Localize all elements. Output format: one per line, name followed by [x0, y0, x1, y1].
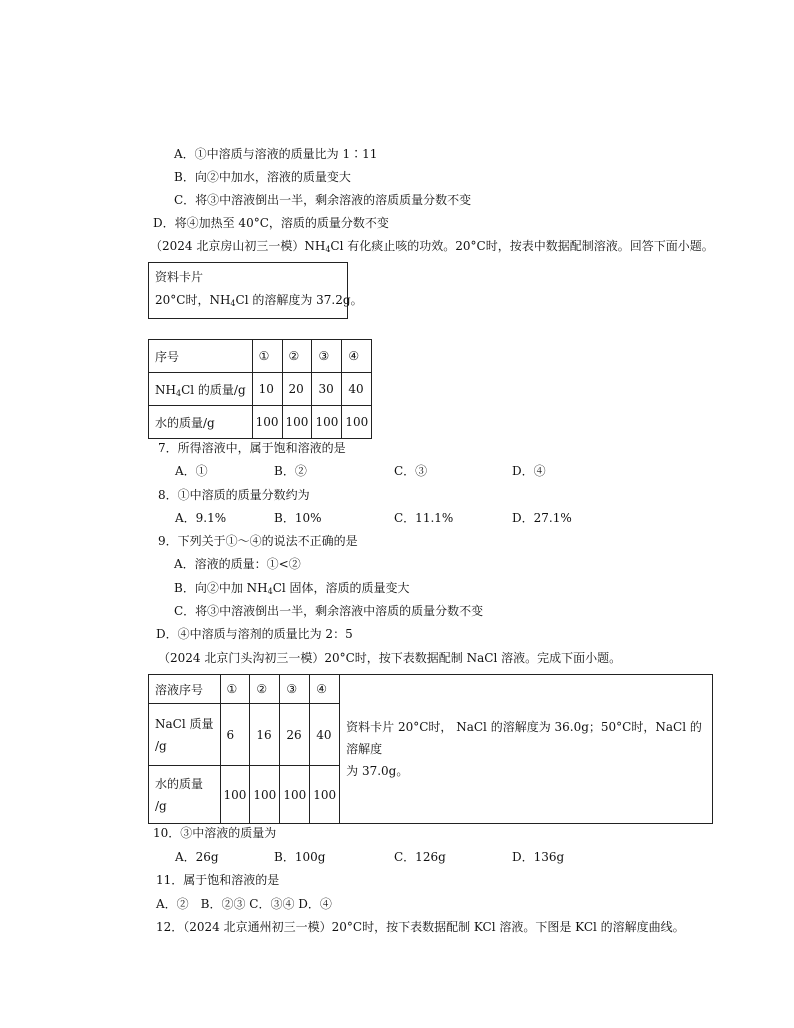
card-text: 20°C时，$NH_4Cl$ 的溶解度为 37.2g。 [155, 293, 363, 308]
table-row-label: $NH_4Cl$ 的质量/g [149, 373, 253, 406]
table-cell: ① [252, 340, 282, 373]
q10-option-d: D．136g [512, 850, 565, 864]
question-12-stem: 12．（2024 北京通州初三一模）20°C时，按下表数据配制 KCl 溶液。下图是 KCl 的溶解度曲线。 [156, 920, 685, 934]
q10-option-a: A．26g [175, 850, 219, 864]
table-row-label: 水的质量/g [149, 406, 253, 439]
table-cell: 100 [310, 766, 340, 824]
intro-fangshan: （2024 北京房山初三一模）$NH_4Cl$ 有化痰止咳的功效。20°C时，按表中数据配制溶液。回答下面小题。 [150, 239, 714, 254]
question-8-stem: 8．①中溶质的质量分数约为 [158, 488, 310, 502]
table-cell: 100 [252, 406, 282, 439]
q7-option-c: C．③ [394, 464, 428, 478]
q8-option-a: A．9.1% [175, 511, 227, 525]
table-cell: 16 [250, 704, 280, 766]
question-10-stem: 10．③中溶液的质量为 [153, 826, 277, 840]
q8-option-b: B．10% [274, 511, 322, 525]
table-cell: 序号 [149, 340, 253, 373]
table-cell: 100 [282, 406, 312, 439]
resource-card-nacl [340, 675, 713, 824]
table-cell: 6 [220, 704, 250, 766]
q8-option-c: C．11.1% [394, 511, 454, 525]
q6-option-a: A．①中溶质与溶液的质量比为 1∶11 [174, 147, 378, 161]
table-row [149, 373, 372, 406]
table-row [149, 406, 372, 439]
table-cell: ③ [280, 675, 310, 704]
question-9-stem: 9．下列关于①～④的说法不正确的是 [158, 534, 358, 548]
table-cell: ③ [312, 340, 342, 373]
card-text-line2: 为 37.0g。 [346, 764, 409, 778]
q9-option-c: C．将③中溶液倒出一半，剩余溶液中溶质的质量分数不变 [174, 604, 484, 618]
q9-option-b: B．向②中加 $NH_4Cl$ 固体，溶质的质量变大 [174, 581, 410, 596]
table-cell: 100 [280, 766, 310, 824]
data-table-nh4cl [148, 339, 372, 439]
q9-option-d: D．④中溶质与溶剂的质量比为 2：5 [156, 627, 353, 641]
table-cell: 40 [310, 704, 340, 766]
table-cell: ④ [342, 340, 372, 373]
table-cell: ④ [310, 675, 340, 704]
q9-option-a: A．溶液的质量：①<② [174, 557, 301, 571]
card-text-line1: 资料卡片 20°C时， NaCl 的溶解度为 36.0g；50°C时，NaCl 的溶解度 [346, 720, 702, 756]
resource-card [148, 262, 363, 319]
q7-option-b: B．② [274, 464, 307, 478]
table-cell: 26 [280, 704, 310, 766]
question-11-stem: 11．属于饱和溶液的是 [156, 873, 280, 887]
data-table-nacl [148, 674, 713, 824]
q8-option-d: D．27.1% [512, 511, 572, 525]
table-row-label: 水的质量 /g [149, 766, 221, 824]
table-row-label: NaCl 质量 /g [149, 704, 221, 766]
table-cell: 100 [220, 766, 250, 824]
q11-options: A．② B．②③ C．③④ D．④ [156, 897, 332, 911]
question-7-stem: 7．所得溶液中，属于饱和溶液的是 [158, 441, 346, 455]
q7-option-a: A．① [175, 464, 208, 478]
q7-option-d: D．④ [512, 464, 546, 478]
table-cell: 溶液序号 [149, 675, 221, 704]
q6-option-b: B．向②中加水，溶液的质量变大 [174, 170, 351, 184]
q10-option-b: B．100g [274, 850, 326, 864]
table-cell: ② [282, 340, 312, 373]
table-header-row [149, 675, 713, 704]
table-cell: 20 [282, 373, 312, 406]
intro-mentougou: （2024 北京门头沟初三一模）20°C时，按下表数据配制 NaCl 溶液。完成下面小题。 [158, 651, 622, 665]
table-header-row [149, 340, 372, 373]
table-cell: 100 [250, 766, 280, 824]
table-cell: 40 [342, 373, 372, 406]
table-cell: 10 [252, 373, 282, 406]
q6-option-c: C．将③中溶液倒出一半，剩余溶液的溶质质量分数不变 [174, 193, 472, 207]
q10-option-c: C．126g [394, 850, 446, 864]
q6-option-d: D．将④加热至 40°C，溶质的质量分数不变 [153, 216, 389, 230]
table-cell: 100 [312, 406, 342, 439]
table-cell: ① [220, 675, 250, 704]
table-cell: ② [250, 675, 280, 704]
table-cell: 30 [312, 373, 342, 406]
card-title: 资料卡片 [155, 270, 204, 284]
table-cell: 100 [342, 406, 372, 439]
